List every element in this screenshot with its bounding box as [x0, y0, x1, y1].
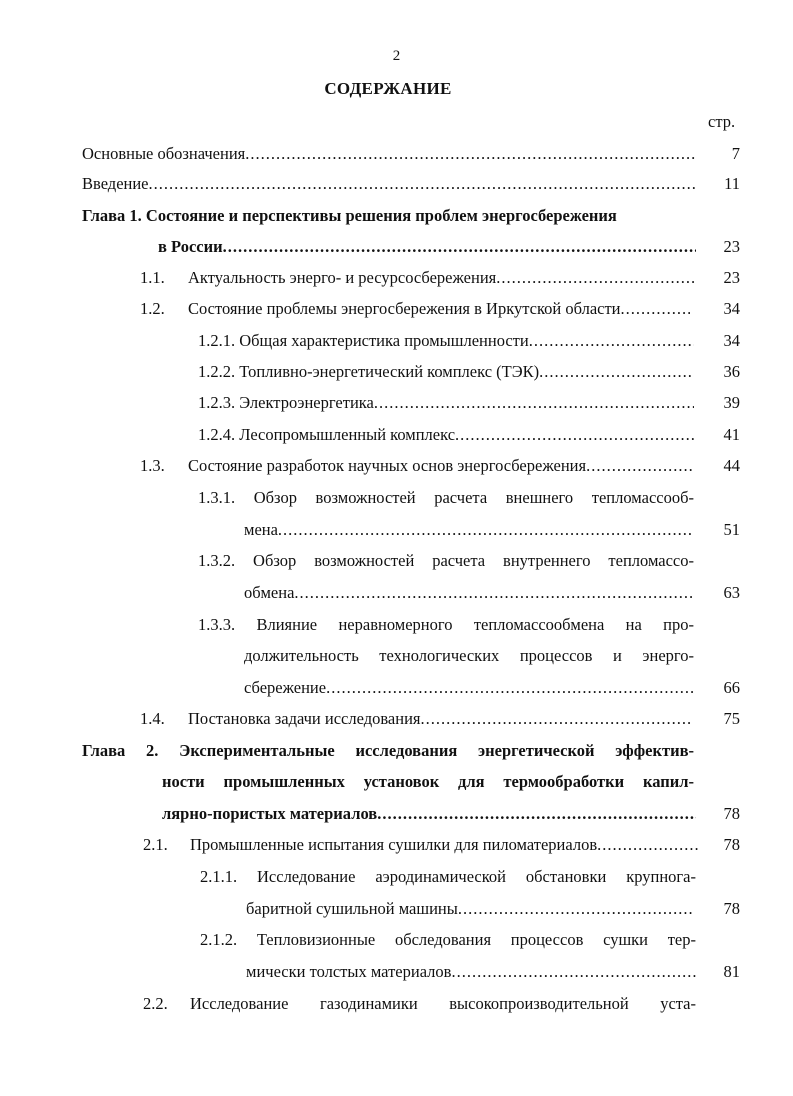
toc-entry-number: 2.2.: [143, 994, 168, 1013]
toc-entry-text: Состояние разработок научных основ энергосбережения .....: [188, 455, 694, 477]
toc-entry-text: 1.3.2. Обзор возможностей расчета внутреннего тепломассо-: [198, 551, 694, 570]
toc-entry-text: Актуальность энерго- и ресурсосбережения .....: [188, 267, 696, 289]
toc-entry-text-continued: лярно-пористых материалов .....: [162, 803, 696, 825]
toc-entry-text: 1.3.3. Влияние неравномерного тепломассообмена на про-: [198, 615, 694, 634]
toc-entry-text-continued: должительность технологических процессов и энерго-: [244, 646, 694, 665]
toc-entry-text: Исследование газодинамики высокопроизводительной уста-: [190, 994, 696, 1013]
toc-entry-page: 23: [723, 268, 740, 287]
toc-entry-page: 66: [723, 678, 740, 697]
toc-entry-number: 2.1.: [143, 835, 168, 854]
toc-entry-page: 41: [723, 425, 740, 444]
toc-entry-page: 81: [723, 962, 740, 981]
toc-entry-page: 75: [723, 709, 740, 728]
toc-entry-text: 1.2.1. Общая характеристика промышленности .....: [198, 330, 694, 352]
toc-entry-page: 78: [723, 835, 740, 854]
toc-entry-page: 36: [723, 362, 740, 381]
toc-entry-text: Глава 1. Состояние и перспективы решения проблем энергосбережения: [82, 206, 617, 225]
toc-entry-page: 51: [723, 520, 740, 539]
toc-entry-text-continued: в России .....: [158, 236, 696, 258]
toc-entry-number: 1.3.: [140, 456, 165, 475]
toc-entry-text: 1.2.4. Лесопромышленный комплекс .....: [198, 424, 694, 446]
toc-entry-number: 1.1.: [140, 268, 165, 287]
toc-entry-text: 1.2.3. Электроэнергетика .....: [198, 392, 694, 414]
toc-entry-text-continued: мена .....: [244, 519, 692, 541]
toc-entry-page: 39: [723, 393, 740, 412]
toc-entry-number: 1.4.: [140, 709, 165, 728]
toc-entry-page: 7: [731, 144, 740, 163]
toc-entry-text-continued: обмена .....: [244, 582, 692, 604]
document-title: СОДЕРЖАНИЕ: [324, 79, 452, 98]
toc-entry-number: 1.2.: [140, 299, 165, 318]
pages-column-header: стр.: [708, 112, 736, 131]
toc-entry-text: 1.3.1. Обзор возможностей расчета внешнего тепломассооб-: [198, 488, 694, 507]
toc-entry-text-continued: сбережение .....: [244, 677, 696, 699]
toc-entry-text: Состояние проблемы энергосбережения в Иркутской области .....: [188, 298, 690, 320]
toc-entry-text: 2.1.1. Исследование аэродинамической обстановки крупнога-: [200, 867, 696, 886]
toc-entry-page: 78: [723, 804, 740, 823]
toc-entry-page: 44: [723, 456, 740, 475]
toc-entry-page: 23: [723, 237, 740, 256]
toc-entry-page: 11: [724, 174, 740, 193]
toc-entry-page: 34: [723, 299, 740, 318]
toc-entry-text: Введение .....: [82, 173, 696, 195]
toc-entry-text: Постановка задачи исследования .....: [188, 708, 692, 730]
toc-entry-page: 78: [723, 899, 740, 918]
toc-entry-text-continued: баритной сушильной машины .....: [246, 898, 694, 920]
page-number: 2: [392, 48, 401, 64]
toc-entry-text: 1.2.2. Топливно-энергетический комплекс (ТЭК) .....: [198, 361, 694, 383]
toc-entry-text: 2.1.2. Тепловизионные обследования процессов сушки тер-: [200, 930, 696, 949]
toc-entry-text: Промышленные испытания сушилки для пиломатериалов .....: [190, 834, 698, 856]
toc-entry-text-continued: ности промышленных установок для термообработки капил-: [162, 772, 694, 791]
toc-entry-text: Глава 2. Экспериментальные исследования энергетической эффектив-: [82, 741, 694, 760]
toc-entry-text: Основные обозначения .....: [82, 143, 696, 165]
toc-entry-page: 63: [723, 583, 740, 602]
toc-entry-text-continued: мически толстых материалов .....: [246, 961, 696, 983]
toc-entry-page: 34: [723, 331, 740, 350]
